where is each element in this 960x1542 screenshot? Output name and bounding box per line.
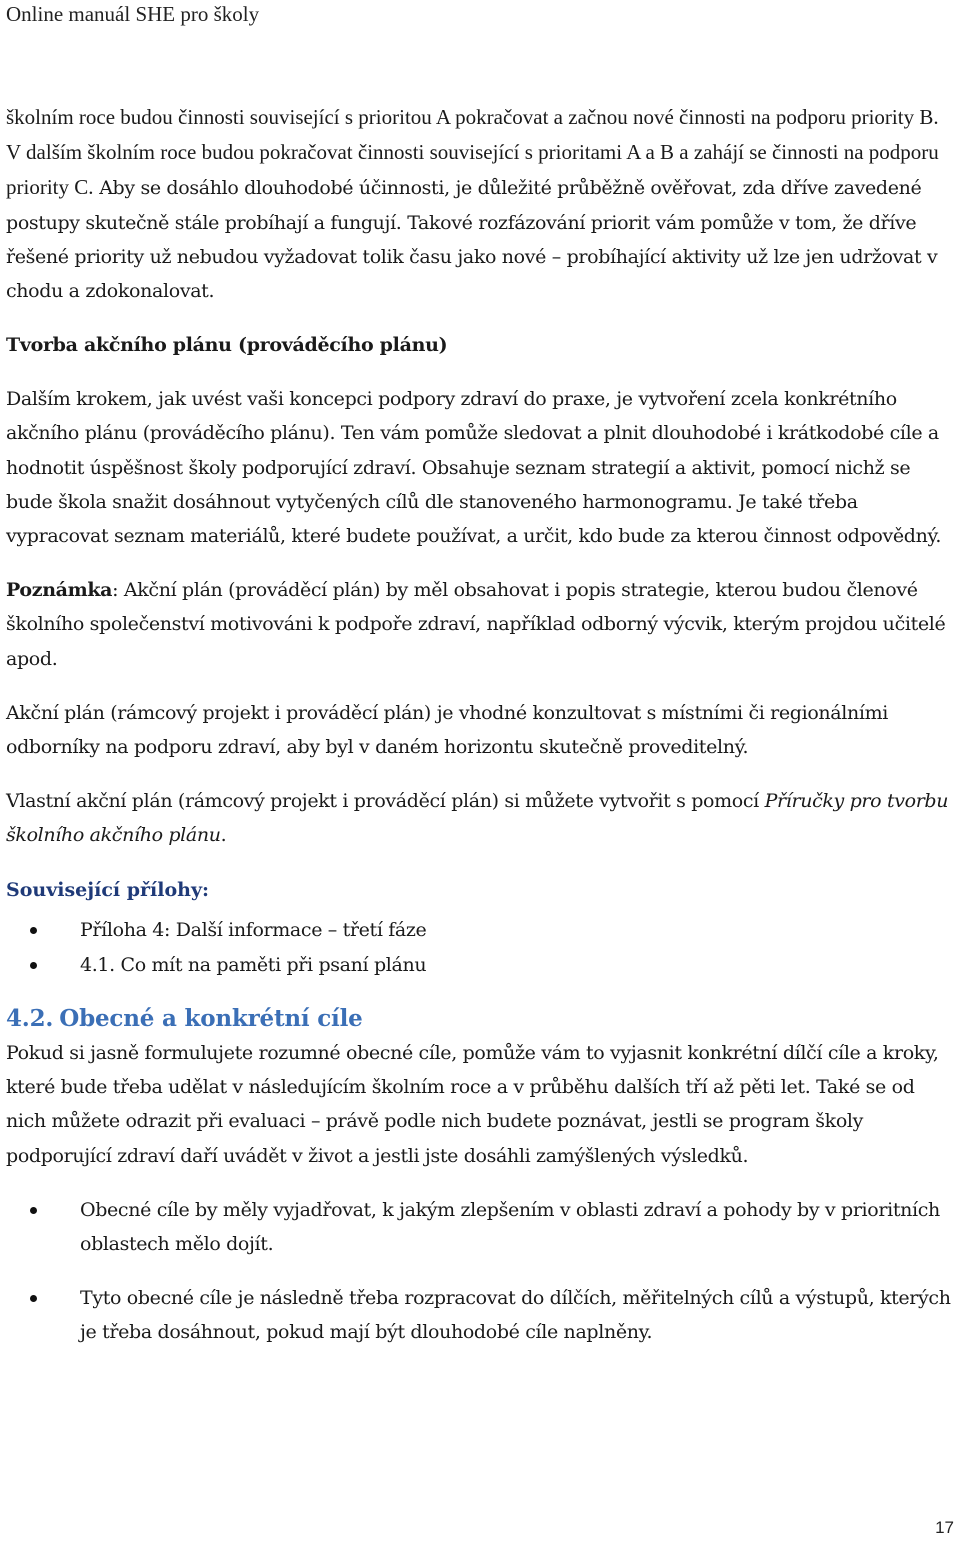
goals-list-item [6, 1193, 951, 1261]
section-heading-4-2 [6, 1002, 951, 1036]
related-attachment-label: 4.1. Co mít na paměti při psaní plánu [80, 953, 427, 976]
handbook-title: Příručky pro tvorbu školního akčního plánu [6, 790, 949, 847]
goals-list [6, 1193, 951, 1350]
bullet-icon [30, 1207, 37, 1214]
goals-list-text: Tyto obecné cíle je následně třeba rozpracovat do dílčích, měřitelných cílů a výstupů, kterých je třeba dosáhnout, pokud mají být dlouhodobé cíle naplněny. [80, 1287, 951, 1344]
section-number: 4.2. [6, 1005, 54, 1033]
section-heading-action-plan: Tvorba akčního plánu (prováděcího plánu) [6, 334, 448, 357]
consult-paragraph: Akční plán (rámcový projekt i prováděcí plán) je vhodné konzultovat s místními či regionálními odborníky na podporu zdraví, aby byl v daném horizontu skutečně proveditelný. [6, 701, 889, 759]
related-attachment-item[interactable] [6, 948, 951, 982]
intro-paragraph [6, 100, 951, 308]
note-paragraph [6, 573, 951, 676]
goals-list-item [6, 1281, 951, 1349]
note-label: Poznámka [6, 579, 113, 602]
page-number: 17 [935, 1518, 954, 1537]
bullet-icon [30, 962, 37, 969]
related-attachments-list [6, 913, 951, 982]
intro-paragraph-part2: Aby se dosáhlo dlouhodobé účinnosti, je důležité průběžně ověřovat, zda dříve zavedené postupy skutečně stále probíhají a fungují. Takové rozfázování priorit vám pomůže v tom, že dříve řešené priority už nebudou vyžadovat tolik času jako nové – probíhající aktivity už lze jen udržovat v chodu a zdokonalovat. [6, 177, 938, 303]
section-title: Obecné a konkrétní cíle [59, 1005, 363, 1033]
bullet-icon [30, 1295, 37, 1302]
related-attachment-item[interactable] [6, 913, 951, 947]
own-plan-end: . [220, 824, 227, 847]
goals-paragraph: Pokud si jasně formulujete rozumné obecné cíle, pomůže vám to vyjasnit konkrétní dílčí cíle a kroky, které bude třeba udělat v následujícím školním roce a v průběhu dalších tří až pěti let. Také se od nich můžete odrazit při evaluaci – právě podle nich budete poznávat, jestli se program školy podporující zdraví daří uvádět v život a jestli jste dosáhli zamýšlených výsledků. [6, 1042, 939, 1167]
own-plan-text: Vlastní akční plán (rámcový projekt i prováděcí plán) si můžete vytvořit s pomocí [6, 790, 765, 813]
action-plan-paragraph: Dalším krokem, jak uvést vaši koncepci podpory zdraví do praxe, je vytvoření zcela konkrétního akčního plánu (prováděcího plánu). Ten vám pomůže sledovat a plnit dlouhodobé i krátkodobé cíle a hodnotit úspěšnost školy podporující zdraví. Obsahuje seznam strategií a aktivit, pomocí nichž se bude škola snažit dosáhnout vytyčených cílů dle stanoveného harmonogramu. Je také třeba vypracovat seznam materiálů, které budete používat, a určit, kdo bude za kterou činnost odpovědný. [6, 388, 942, 548]
bullet-icon [30, 927, 37, 934]
note-text: : Akční plán (prováděcí plán) by měl obsahovat i popis strategie, kterou budou členové školního společenství motivováni k podpoře zdraví, například odborný výcvik, kterým projdou učitelé apod. [6, 579, 946, 670]
own-plan-paragraph [6, 784, 951, 852]
related-attachment-label: Příloha 4: Další informace – třetí fáze [80, 918, 427, 941]
intro-paragraph-part1: školním roce budou činnosti související s prioritou A pokračovat a začnou nové činnosti na podporu priority B. V dalším školním roce budou pokračovat činnosti související s prioritami A a B a zahájí se činnosti na podporu priority C. [6, 105, 939, 200]
goals-list-text: Obecné cíle by měly vyjadřovat, k jakým zlepšením v oblasti zdraví a pohody by v prioritních oblastech mělo dojít. [80, 1198, 940, 1256]
page-content [6, 100, 951, 1370]
related-attachments-title: Související přílohy: [6, 878, 210, 901]
running-header: Online manuál SHE pro školy [6, 2, 260, 26]
